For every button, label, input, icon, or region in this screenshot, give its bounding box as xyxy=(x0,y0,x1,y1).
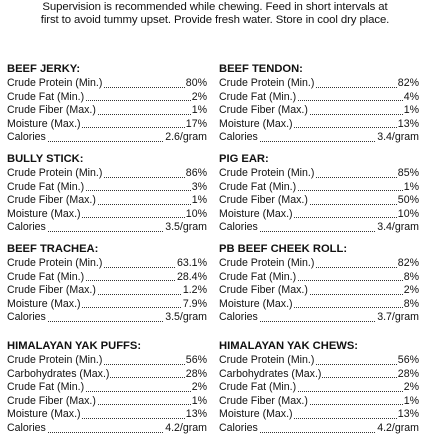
nutrient-value: 4.2/gram xyxy=(377,421,419,434)
nutrient-label: Crude Fiber (Max.) xyxy=(219,284,308,297)
nutrient-label: Crude Fiber (Max.) xyxy=(7,104,96,117)
nutrition-row xyxy=(219,221,419,235)
nutrition-row xyxy=(7,311,207,325)
nutrient-label: Crude Fat (Min.) xyxy=(7,270,85,283)
nutrient-label: Calories xyxy=(7,221,46,234)
nutrient-value: 1% xyxy=(403,180,419,193)
nutrition-row xyxy=(7,408,207,422)
product-title: HIMALAYAN YAK CHEWS: xyxy=(219,340,359,352)
product-title: BEEF JERKY: xyxy=(7,63,81,75)
nutrient-label: Carbohydrates (Max.) xyxy=(7,367,110,380)
nutrition-row xyxy=(219,271,419,285)
nutrient-label: Crude Fat (Min.) xyxy=(7,90,85,103)
nutrient-value: 7.9% xyxy=(182,297,207,310)
nutrient-value: 13% xyxy=(397,117,419,130)
nutrient-value: 10% xyxy=(185,207,207,220)
nutrient-label: Crude Fiber (Max.) xyxy=(7,194,96,207)
product-block xyxy=(7,243,207,325)
nutrient-label: Crude Protein (Min.) xyxy=(7,77,103,89)
nutrient-label: Calories xyxy=(7,421,46,434)
nutrient-label: Moisture (Max.) xyxy=(7,297,81,310)
nutrient-value: 3% xyxy=(191,180,207,193)
nutrient-label: Crude Protein (Min.) xyxy=(219,257,315,269)
nutrient-value: 13% xyxy=(397,408,419,421)
nutrient-label: Moisture (Max.) xyxy=(219,207,293,220)
nutrient-label: Moisture (Max.) xyxy=(7,207,81,220)
nutrition-row xyxy=(219,194,419,208)
nutrient-label: Crude Protein (Min.) xyxy=(219,77,315,89)
nutrition-row xyxy=(7,167,207,181)
nutrient-value: 28.4% xyxy=(176,270,207,283)
nutrient-value: 1% xyxy=(403,394,419,407)
nutrition-row xyxy=(7,118,207,132)
nutrient-label: Crude Fat (Min.) xyxy=(219,381,297,394)
nutrient-label: Calories xyxy=(219,131,258,144)
nutrition-row xyxy=(7,181,207,195)
nutrient-label: Crude Fiber (Max.) xyxy=(219,394,308,407)
nutrition-row xyxy=(219,422,419,436)
nutrition-row xyxy=(219,298,419,312)
nutrient-value: 1% xyxy=(191,394,207,407)
product-block xyxy=(219,63,419,145)
nutrient-value: 2% xyxy=(191,381,207,394)
nutrient-label: Crude Fat (Min.) xyxy=(7,381,85,394)
nutrient-value: 4% xyxy=(403,90,419,103)
feeding-instructions-line-2: first to avoid tummy upset. Provide fresh water. Store in cool dry place. xyxy=(40,14,390,27)
nutrition-row xyxy=(219,131,419,145)
nutrient-label: Crude Fiber (Max.) xyxy=(7,284,96,297)
nutrient-value: 86% xyxy=(185,167,207,179)
nutrition-row xyxy=(219,181,419,195)
nutrition-row xyxy=(7,208,207,222)
nutrition-row xyxy=(7,257,207,271)
nutrition-row xyxy=(219,408,419,422)
nutrition-row xyxy=(219,284,419,298)
nutrient-label: Crude Fiber (Max.) xyxy=(7,394,96,407)
nutrition-row xyxy=(219,208,419,222)
nutrition-row xyxy=(219,381,419,395)
product-block xyxy=(219,153,419,235)
nutrition-row xyxy=(7,354,207,368)
nutrition-row xyxy=(219,77,419,91)
product-block xyxy=(7,63,207,145)
nutrition-row xyxy=(7,422,207,436)
nutrition-row xyxy=(7,271,207,285)
nutrient-value: 3.4/gram xyxy=(377,131,419,144)
product-block xyxy=(219,340,419,436)
nutrient-label: Crude Protein (Min.) xyxy=(7,257,103,269)
nutrient-value: 8% xyxy=(403,297,419,310)
nutrient-label: Moisture (Max.) xyxy=(219,297,293,310)
nutrition-row xyxy=(219,257,419,271)
nutrition-row xyxy=(7,298,207,312)
nutrient-label: Moisture (Max.) xyxy=(219,408,293,421)
nutrient-value: 56% xyxy=(397,354,419,366)
nutrient-label: Calories xyxy=(219,221,258,234)
nutrition-row xyxy=(7,77,207,91)
nutrient-value: 1% xyxy=(403,104,419,117)
nutrient-label: Crude Protein (Min.) xyxy=(7,354,103,366)
nutrition-row xyxy=(219,311,419,325)
nutrient-value: 1% xyxy=(191,104,207,117)
nutrient-value: 85% xyxy=(397,167,419,179)
product-block xyxy=(219,243,419,325)
product-block xyxy=(7,153,207,235)
nutrient-value: 82% xyxy=(397,257,419,269)
nutrition-row xyxy=(219,104,419,118)
nutrient-label: Calories xyxy=(7,131,46,144)
product-title: BULLY STICK: xyxy=(7,153,84,165)
nutrient-label: Crude Fat (Min.) xyxy=(7,180,85,193)
nutrition-row xyxy=(7,395,207,409)
nutrient-label: Crude Protein (Min.) xyxy=(7,167,103,179)
nutrient-label: Crude Fiber (Max.) xyxy=(219,104,308,117)
nutrient-value: 8% xyxy=(403,270,419,283)
nutrient-value: 1.2% xyxy=(182,284,207,297)
nutrient-value: 2% xyxy=(403,284,419,297)
nutrient-label: Moisture (Max.) xyxy=(7,117,81,130)
nutrient-value: 4.2/gram xyxy=(165,421,207,434)
product-title: PIG EAR: xyxy=(219,153,269,165)
nutrition-row xyxy=(7,221,207,235)
nutrition-row xyxy=(219,395,419,409)
nutrient-label: Calories xyxy=(219,421,258,434)
nutrition-row xyxy=(219,368,419,382)
nutrition-row xyxy=(7,131,207,145)
nutrient-value: 17% xyxy=(185,117,207,130)
nutrient-label: Crude Fiber (Max.) xyxy=(219,194,308,207)
nutrient-value: 1% xyxy=(191,194,207,207)
nutrient-value: 10% xyxy=(397,207,419,220)
nutrient-value: 3.5/gram xyxy=(165,311,207,324)
nutrient-value: 82% xyxy=(397,77,419,89)
nutrition-row xyxy=(7,104,207,118)
nutrient-label: Moisture (Max.) xyxy=(219,117,293,130)
feeding-instructions-line-1: Supervision is recommended while chewing. Feed in short intervals at xyxy=(42,1,388,13)
nutrition-row xyxy=(7,368,207,382)
nutrient-value: 50% xyxy=(397,194,419,207)
nutrient-label: Crude Fat (Min.) xyxy=(219,180,297,193)
nutrient-value: 63.1% xyxy=(176,257,207,269)
nutrient-value: 80% xyxy=(185,77,207,89)
nutrient-label: Carbohydrates (Max.) xyxy=(219,367,322,380)
nutrient-label: Moisture (Max.) xyxy=(7,408,81,421)
nutrition-row xyxy=(219,91,419,105)
nutrition-row xyxy=(7,194,207,208)
nutrient-label: Calories xyxy=(7,311,46,324)
nutrient-value: 2% xyxy=(403,381,419,394)
product-block xyxy=(7,340,207,436)
nutrient-value: 28% xyxy=(185,367,207,380)
nutrition-row xyxy=(7,284,207,298)
nutrient-value: 2.6/gram xyxy=(165,131,207,144)
nutrient-label: Crude Protein (Min.) xyxy=(219,167,315,179)
nutrient-label: Crude Protein (Min.) xyxy=(219,354,315,366)
product-title: BEEF TRACHEA: xyxy=(7,243,99,255)
feeding-instructions xyxy=(6,1,424,28)
product-title: HIMALAYAN YAK PUFFS: xyxy=(7,340,142,352)
nutrient-label: Crude Fat (Min.) xyxy=(219,90,297,103)
nutrition-row xyxy=(7,381,207,395)
nutrient-value: 13% xyxy=(185,408,207,421)
nutrient-value: 28% xyxy=(397,367,419,380)
nutrient-value: 2% xyxy=(191,90,207,103)
product-title: BEEF TENDON: xyxy=(219,63,303,75)
nutrition-row xyxy=(219,118,419,132)
nutrition-row xyxy=(7,91,207,105)
nutrition-row xyxy=(219,354,419,368)
nutrient-value: 3.5/gram xyxy=(165,221,207,234)
nutrient-value: 56% xyxy=(185,354,207,366)
nutrient-value: 3.4/gram xyxy=(377,221,419,234)
product-title: PB BEEF CHEEK ROLL: xyxy=(219,243,348,255)
nutrient-label: Calories xyxy=(219,311,258,324)
nutrient-label: Crude Fat (Min.) xyxy=(219,270,297,283)
nutrition-row xyxy=(219,167,419,181)
nutrient-value: 3.7/gram xyxy=(377,311,419,324)
